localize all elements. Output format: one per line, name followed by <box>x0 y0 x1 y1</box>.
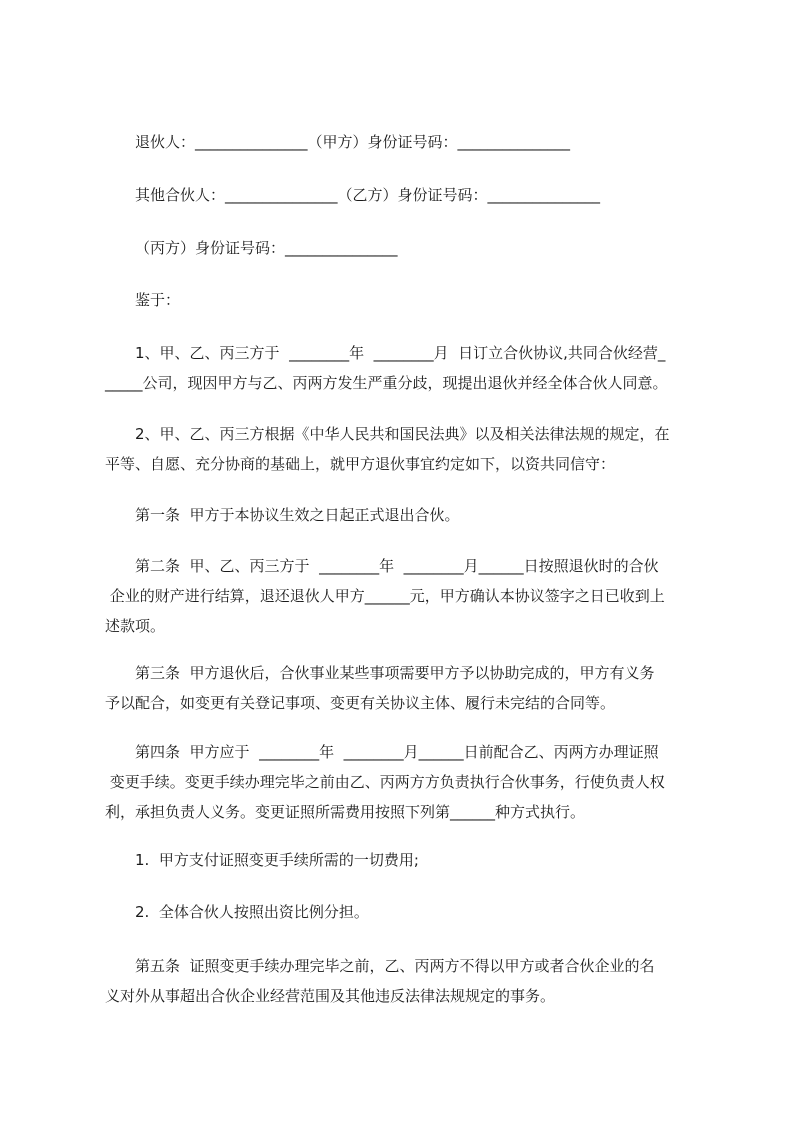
text-line: 其他合伙人：_______________（乙方）身份证号码：_______________ <box>135 186 601 204</box>
article-1 <box>105 500 735 530</box>
text-line: 利，承担负责人义务。变更证照所需费用按照下列第______种方式执行。 <box>105 803 586 821</box>
text-line: （丙方）身份证号码：_______________ <box>135 239 398 257</box>
text-line: 2、甲、乙、丙三方根据《中华人民共和国民法典》以及相关法律法规的规定，在 <box>135 425 670 443</box>
text-line: 退伙人：_______________（甲方）身份证号码：_______________ <box>135 133 571 151</box>
text-line: 第五条 证照变更手续办理完毕之前，乙、丙两方不得以甲方或者合伙企业的名 <box>135 957 655 975</box>
text-line: 第一条 甲方于本协议生效之日起正式退出合伙。 <box>135 506 460 524</box>
text-line: _____公司，现因甲方与乙、丙两方发生严重分歧，现提出退伙并经全体合伙人同意。 <box>105 374 668 392</box>
party-b-line <box>105 180 735 210</box>
text-line: 1. 甲方支付证照变更手续所需的一切费用; <box>135 851 419 869</box>
party-c-line <box>105 233 735 263</box>
text-line: 1、甲、乙、丙三方于 ________年 ________月 日订立合伙协议,共同合伙经营_ <box>135 344 666 362</box>
text-line: 义对外从事超出合伙企业经营范围及其他违反法律法规规定的事务。 <box>105 987 556 1005</box>
article-3 <box>105 658 705 718</box>
recital-1 <box>105 338 705 398</box>
text-line: 予以配合，如变更有关登记事项、变更有关协议主体、履行未完结的合同等。 <box>105 694 616 712</box>
text-line: 2. 全体合伙人按照出资比例分担。 <box>135 903 369 921</box>
recital-2 <box>105 419 705 479</box>
text-line: 第三条 甲方退伙后，合伙事业某些事项需要甲方予以协助完成的，甲方有义务 <box>135 664 655 682</box>
party-a-line <box>105 127 735 157</box>
article-4 <box>105 737 705 827</box>
option-1 <box>105 845 735 875</box>
text-line: 平等、自愿、充分协商的基础上，就甲方退伙事宜约定如下，以资共同信守： <box>105 455 616 473</box>
text-line: 企业的财产进行结算，退还退伙人甲方______元，甲方确认本协议签字之日已收到上 <box>105 587 665 605</box>
text-line: 鉴于： <box>135 291 181 309</box>
article-2 <box>105 551 705 641</box>
article-5 <box>105 951 705 1011</box>
option-2 <box>105 897 735 927</box>
text-line: 变更手续。变更手续办理完毕之前由乙、丙两方方负责执行合伙事务，行使负责人权 <box>105 773 665 791</box>
text-line: 述款项。 <box>105 617 166 635</box>
text-line: 第四条 甲方应于 ________年 ________月______日前配合乙、丙两方办理证照 <box>135 743 659 761</box>
text-line: 第二条 甲、乙、丙三方于 ________年 ________月______日按照退伙时的合伙 <box>135 557 659 575</box>
whereas-heading <box>105 285 735 315</box>
